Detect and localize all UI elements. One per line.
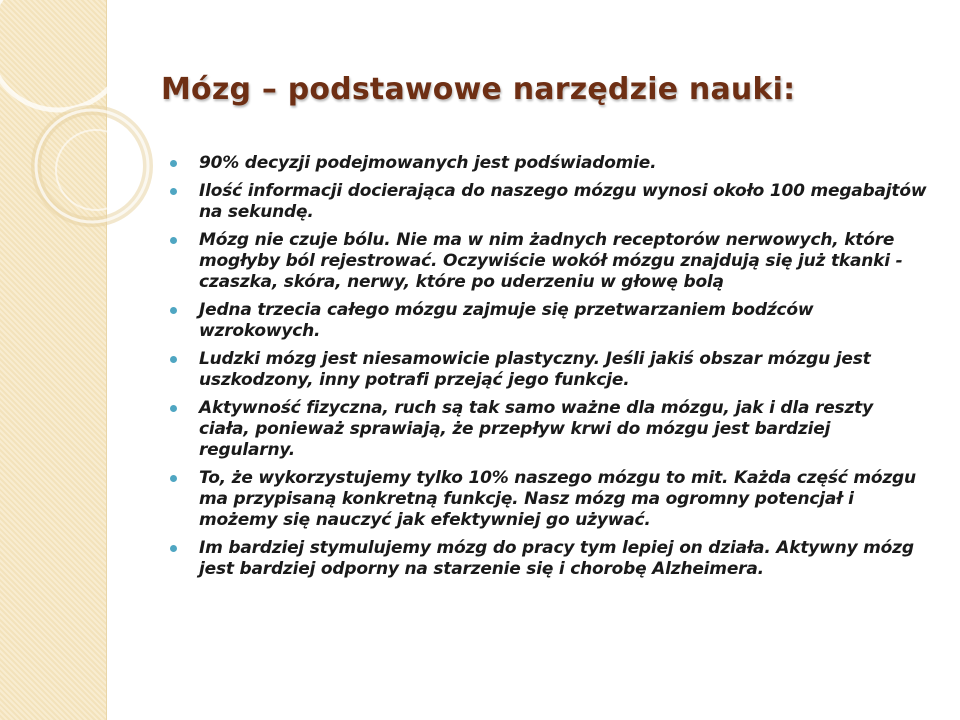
bullet-marker-icon: [170, 356, 177, 363]
bullet-text: Mózg nie czuje bólu. Nie ma w nim żadnych receptorów nerwowych, które mogłyby ból rejestrować. Oczywiście wokół mózgu znajdują się już tkanki - czaszka, skóra, nerwy, które po uderzeniu w głowę bolą: [199, 230, 903, 292]
bullet-text: Ludzki mózg jest niesamowicie plastyczny. Jeśli jakiś obszar mózgu jest uszkodzony, inny potrafi przejąć jego funkcje.: [199, 349, 871, 390]
bullet-marker-icon: [170, 405, 177, 412]
bullet-text: To, że wykorzystujemy tylko 10% naszego mózgu to mit. Każda część mózgu ma przypisaną konkretną funkcję. Nasz mózg ma ogromny potencjał i możemy się nauczyć jak efektywniej go używać.: [199, 468, 916, 530]
bullet-marker-icon: [170, 545, 177, 552]
slide-title: Mózg – podstawowe narzędzie nauki:: [161, 72, 796, 107]
small-ring: [56, 130, 136, 210]
bullet-item: [168, 538, 928, 580]
bullet-item: [168, 230, 928, 293]
bullet-list: [168, 153, 928, 587]
bullet-marker-icon: [170, 188, 177, 195]
bullet-text: Jedna trzecia całego mózgu zajmuje się przetwarzaniem bodźców wzrokowych.: [199, 300, 814, 341]
medium-ring-highlight: [36, 110, 148, 222]
bullet-item: [168, 398, 928, 461]
bullet-item: [168, 153, 928, 174]
large-ring: [0, 0, 128, 110]
bullet-text: Ilość informacji docierająca do naszego mózgu wynosi około 100 megabajtów na sekundę.: [199, 181, 927, 222]
bullet-marker-icon: [170, 160, 177, 167]
bullet-item: [168, 468, 928, 531]
bullet-text: Aktywność fizyczna, ruch są tak samo ważne dla mózgu, jak i dla reszty ciała, ponieważ sprawiają, że przepływ krwi do mózgu jest bardziej regularny.: [199, 398, 873, 460]
bullet-item: [168, 349, 928, 391]
bullet-marker-icon: [170, 307, 177, 314]
bullet-item: [168, 300, 928, 342]
bullet-marker-icon: [170, 237, 177, 244]
bullet-marker-icon: [170, 475, 177, 482]
bullet-item: [168, 181, 928, 223]
bullet-text: Im bardziej stymulujemy mózg do pracy tym lepiej on działa. Aktywny mózg jest bardziej odporny na starzenie się i chorobę Alzheimera.: [199, 538, 914, 579]
bullet-text: 90% decyzji podejmowanych jest podświadomie.: [199, 153, 657, 173]
decorative-circles: [0, 0, 140, 260]
